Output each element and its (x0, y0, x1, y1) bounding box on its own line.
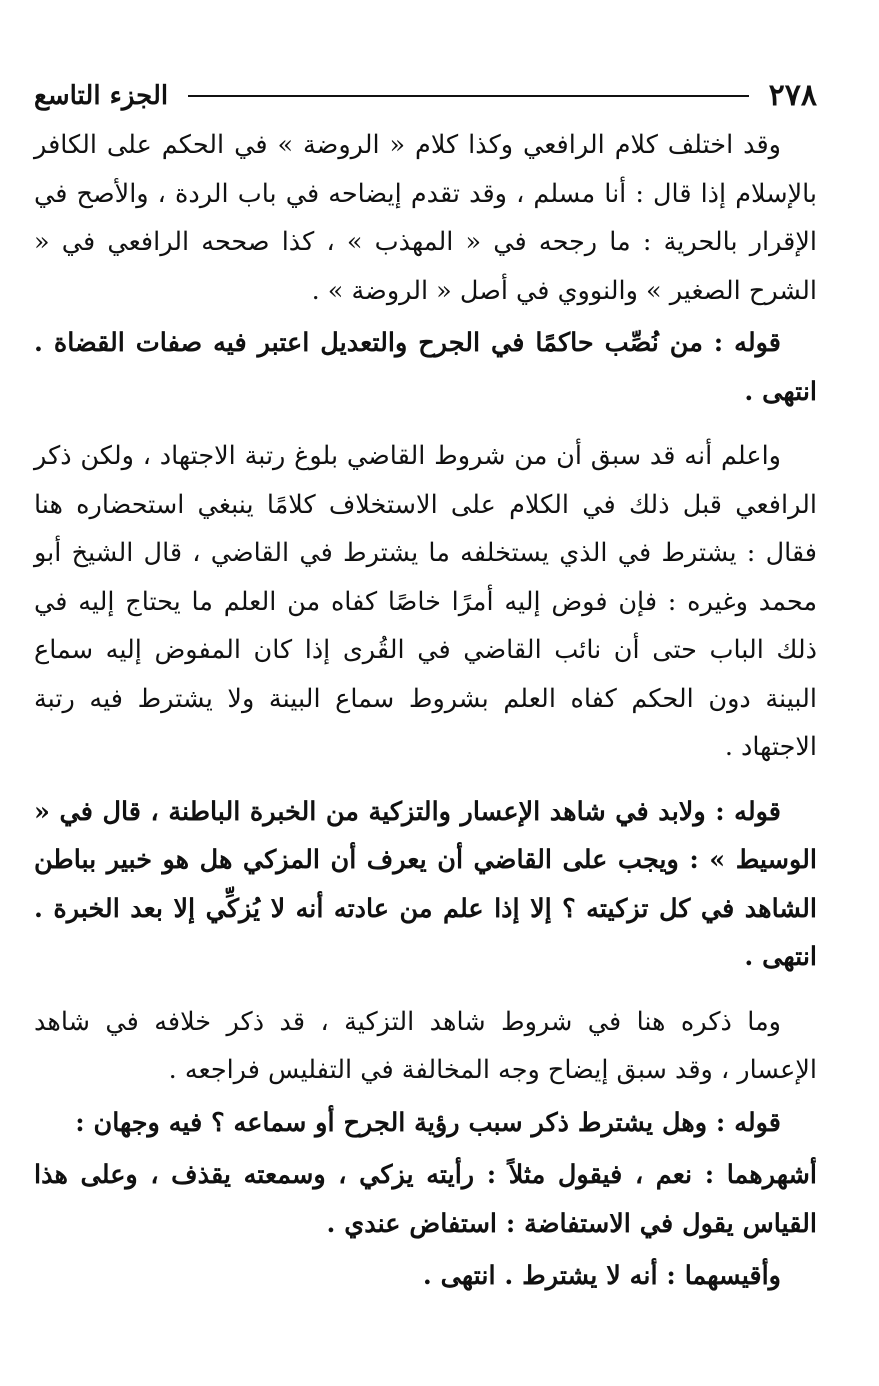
quote-paragraph-1: قوله : من نُصِّب حاكمًا في الجرح والتعديل اعتبر فيه صفات القضاة . انتهى . (34, 328, 817, 407)
paragraph-3: وما ذكره هنا في شروط شاهد التزكية ، قد ذكر خلافه في شاهد الإعسار ، وقد سبق إيضاح وجه المخالفة في التفليس فراجعه . (34, 1006, 817, 1085)
header-rule (188, 95, 749, 97)
quote-paragraph-5: وأقيسهما : أنه لا يشترط . انتهى . (422, 1261, 781, 1291)
paragraph-2: واعلم أنه قد سبق أن من شروط القاضي بلوغ رتبة الاجتهاد ، ولكن ذكر الرافعي قبل ذلك في الكلام على الاستخلاف كلامًا ينبغي استحضاره هنا فقال : يشترط في الذي يستخلفه ما يشترط في القاضي ، قال الشيخ أبو محمد وغيره : فإن فوض إليه أمرًا خاصًا كفاه من العلم ما يحتاج إليه في ذلك الباب حتى أن نائب القاضي في القُرى إذا كان المفوض إليه سماع البينة دون الحكم كفاه العلم بشروط سماع البينة ولا يشترط فيه رتبة الاجتهاد . (34, 441, 817, 762)
quote-paragraph-4: أشهرهما : نعم ، فيقول مثلاً : رأيته يزكي ، وسمعته يقذف ، وعلى هذا القياس يقول في الاستفاضة : استفاض عندي . (34, 1160, 817, 1239)
page-number: ٢٧٨ (768, 78, 817, 113)
quote-paragraph-2: قوله : ولابد في شاهد الإعسار والتزكية من الخبرة الباطنة ، قال في « الوسيط » : ويجب على القاضي أن يعرف أن المزكي هل هو خبير بباطن الشاهد في كل تزكيته ؟ إلا إذا علم من عادته أنه لا يُزكِّي إلا بعد الخبرة . انتهى . (34, 796, 817, 972)
paragraph-1: وقد اختلف كلام الرافعي وكذا كلام « الروضة » في الحكم على الكافر بالإسلام إذا قال : أنا مسلم ، وقد تقدم إيضاحه في باب الردة ، والأصح في الإقرار بالحرية : ما رجحه في « المهذب » ، كذا صححه الرافعي في « الشرح الصغير » والنووي في أصل « الروضة » . (34, 130, 817, 306)
part-title: الجزء التاسع (34, 80, 169, 111)
running-header (34, 78, 817, 113)
quote-paragraph-3: قوله : وهل يشترط ذكر سبب رؤية الجرح أو سماعه ؟ فيه وجهان : (75, 1107, 781, 1138)
